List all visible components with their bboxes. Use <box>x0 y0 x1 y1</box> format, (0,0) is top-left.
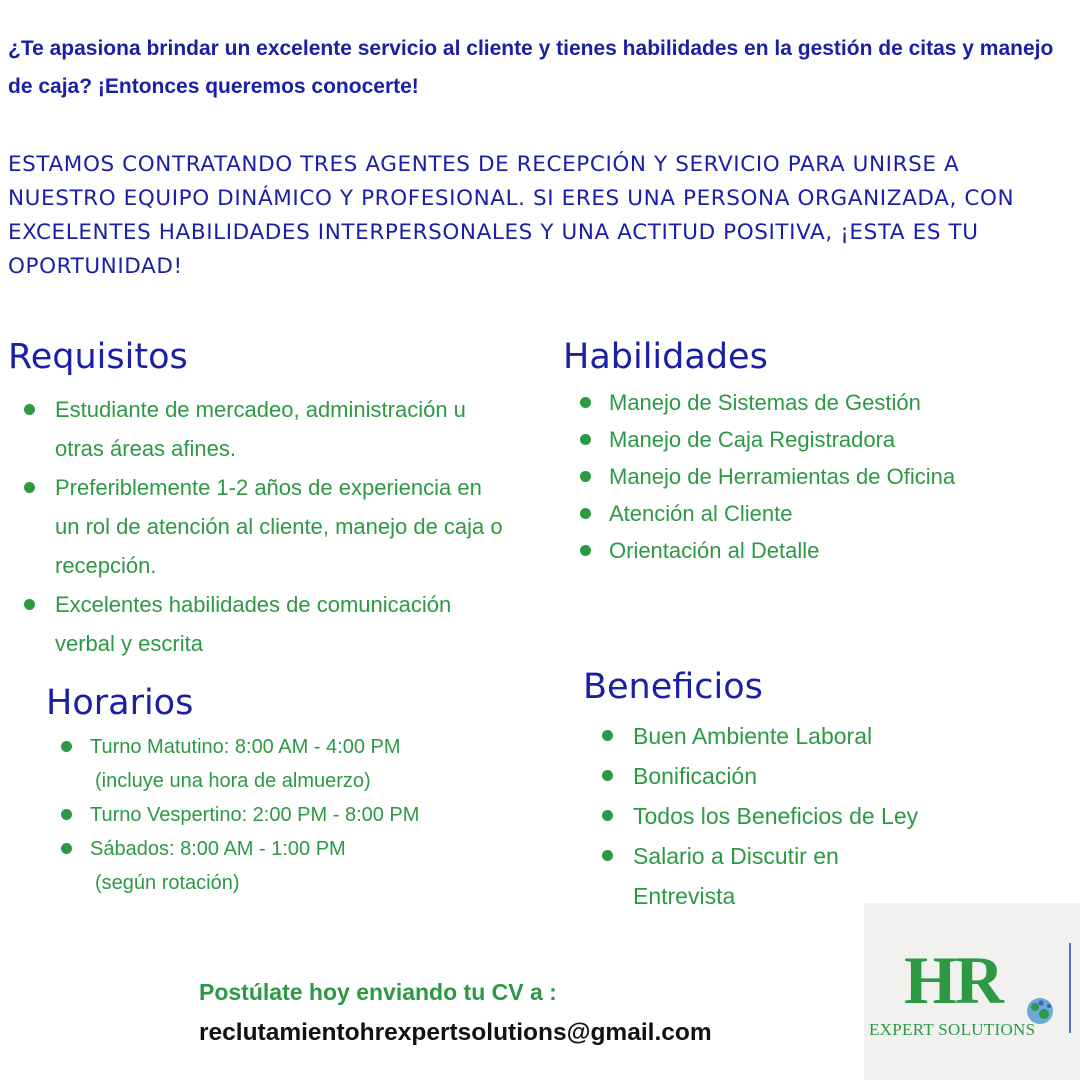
list-item: Bonificación <box>602 756 1022 796</box>
requisitos-title: Requisitos <box>8 337 188 377</box>
list-item: Atención al Cliente <box>580 495 1060 532</box>
globe-icon <box>1022 993 1058 1029</box>
list-item: Preferiblemente 1-2 años de experiencia en un rol de atención al cliente, manejo de caja o recepción. <box>24 468 504 585</box>
list-item: Orientación al Detalle <box>580 532 1060 569</box>
bullet-icon <box>580 397 591 408</box>
logo-divider <box>1069 943 1071 1033</box>
logo-subtitle: EXPERT SOLUTIONS <box>869 1020 1036 1039</box>
bullet-icon <box>602 810 613 821</box>
bullet-icon <box>580 471 591 482</box>
list-item: Estudiante de mercadeo, administración u otras áreas afines. <box>24 390 504 468</box>
bullet-icon <box>580 508 591 519</box>
bullet-icon <box>602 730 613 741</box>
bullet-icon <box>61 741 72 752</box>
hiring-announcement: ESTAMOS CONTRATANDO TRES AGENTES DE RECEPCIÓN Y SERVICIO PARA UNIRSE A NUESTRO EQUIPO DINÁMICO Y PROFESIONAL. SI ERES UNA PERSONA ORGANIZADA, CON EXCELENTES HABILIDADES INTERPERSONALES Y UNA ACTITUD POSITIVA, ¡ESTA ES TU OPORTUNIDAD! <box>8 152 1015 279</box>
list-item: Turno Matutino: 8:00 AM - 4:00 PM (incluye una hora de almuerzo) <box>61 730 521 798</box>
bullet-icon <box>24 599 35 610</box>
list-item: Salario a Discutir en Entrevista <box>602 836 883 916</box>
bullet-icon <box>61 809 72 820</box>
apply-call-to-action: Postúlate hoy enviando tu CV a : <box>199 979 557 1005</box>
bullet-icon <box>602 850 613 861</box>
bullet-icon <box>580 545 591 556</box>
horarios-list <box>61 730 521 900</box>
list-item: Manejo de Caja Registradora <box>580 421 1060 458</box>
contact-email[interactable]: reclutamientohrexpertsolutions@gmail.com <box>199 1019 712 1046</box>
requisitos-list <box>24 390 504 663</box>
bullet-icon <box>24 404 35 415</box>
intro-headline: ¿Te apasiona brindar un excelente servicio al cliente y tienes habilidades en la gestión de citas y manejo de caja? ¡Entonces queremos conocerte! <box>8 37 1054 98</box>
bullet-icon <box>580 434 591 445</box>
bullet-icon <box>61 843 72 854</box>
list-item: Excelentes habilidades de comunicación verbal y escrita <box>24 585 504 663</box>
schedule-note: (incluye una hora de almuerzo) <box>95 770 371 792</box>
habilidades-title: Habilidades <box>563 337 768 377</box>
beneficios-title: Beneficios <box>583 667 763 707</box>
list-item: Todos los Beneficios de Ley <box>602 796 1022 836</box>
list-item: Manejo de Sistemas de Gestión <box>580 384 1060 421</box>
list-item: Sábados: 8:00 AM - 1:00 PM (según rotación) <box>61 832 521 900</box>
list-item: Manejo de Herramientas de Oficina <box>580 458 1060 495</box>
bullet-icon <box>602 770 613 781</box>
list-item: Buen Ambiente Laboral <box>602 716 1022 756</box>
beneficios-list <box>602 716 1022 916</box>
bullet-icon <box>24 482 35 493</box>
company-logo <box>864 903 1080 1080</box>
habilidades-list <box>580 384 1060 569</box>
list-item: Turno Vespertino: 2:00 PM - 8:00 PM <box>61 798 521 832</box>
logo-mark: HR <box>904 942 1002 1018</box>
horarios-title: Horarios <box>46 683 194 723</box>
schedule-note: (según rotación) <box>95 872 240 894</box>
